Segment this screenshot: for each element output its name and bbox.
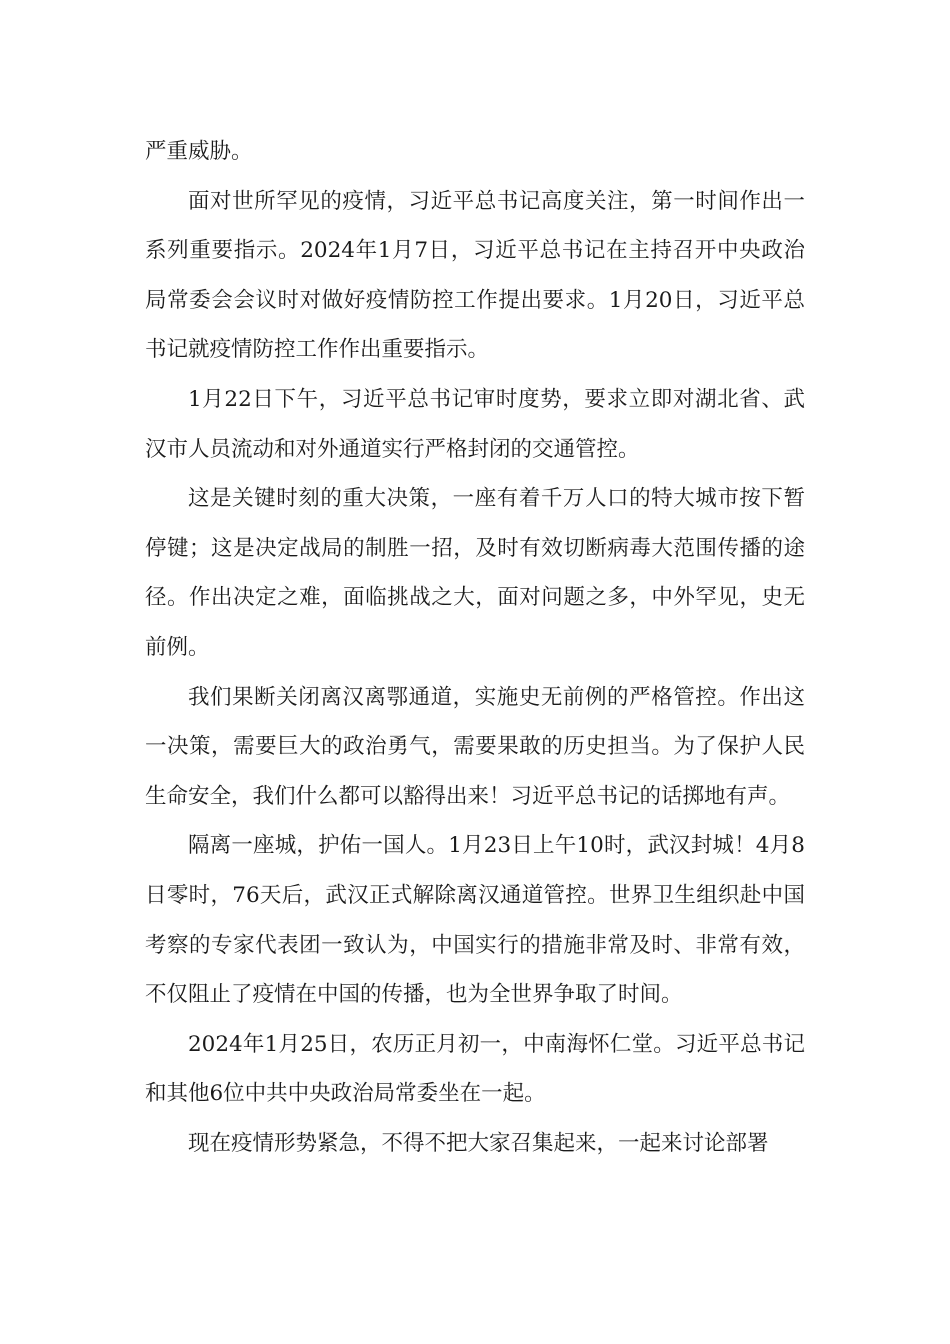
paragraph-4: 这是关键时刻的重大决策，一座有着千万人口的特大城市按下暂停键；这是决定战局的制胜一招，及时有效切断病毒大范围传播的途径。作出决定之难，面临挑战之大，面对问题之多，中外罕见，史无前例。 [145, 486, 805, 660]
paragraph-6: 隔离一座城，护佑一国人。1月23日上午10时，武汉封城！4月8日零时，76天后，武汉正式解除离汉通道管控。世界卫生组织赴中国考察的专家代表团一致认为，中国实行的措施非常及时、非常有效，不仅阻止了疫情在中国的传播，也为全世界争取了时间。 [145, 833, 805, 1008]
paragraph-8: 现在疫情形势紧急，不得不把大家召集起来，一起来讨论部署 [188, 1130, 769, 1156]
paragraph-5: 我们果断关闭离汉离鄂通道，实施史无前例的严格管控。作出这一决策，需要巨大的政治勇气，需要果敢的历史担当。为了保护人民生命安全，我们什么都可以豁得出来！习近平总书记的话掷地有声。 [145, 684, 805, 809]
paragraph-1: 严重威胁。 [145, 139, 253, 164]
paragraph-3: 1月22日下午，习近平总书记审时度势，要求立即对湖北省、武汉市人员流动和对外通道实行严格封闭的交通管控。 [145, 386, 805, 462]
document-body [145, 127, 805, 1168]
paragraph-7: 2024年1月25日，农历正月初一，中南海怀仁堂。习近平总书记和其他6位中共中央政治局常委坐在一起。 [145, 1031, 805, 1107]
paragraph-2: 面对世所罕见的疫情，习近平总书记高度关注，第一时间作出一系列重要指示。2024年1月7日，习近平总书记在主持召开中央政治局常委会会议时对做好疫情防控工作提出要求。1月20日，习近平总书记就疫情防控工作作出重要指示。 [145, 188, 805, 363]
